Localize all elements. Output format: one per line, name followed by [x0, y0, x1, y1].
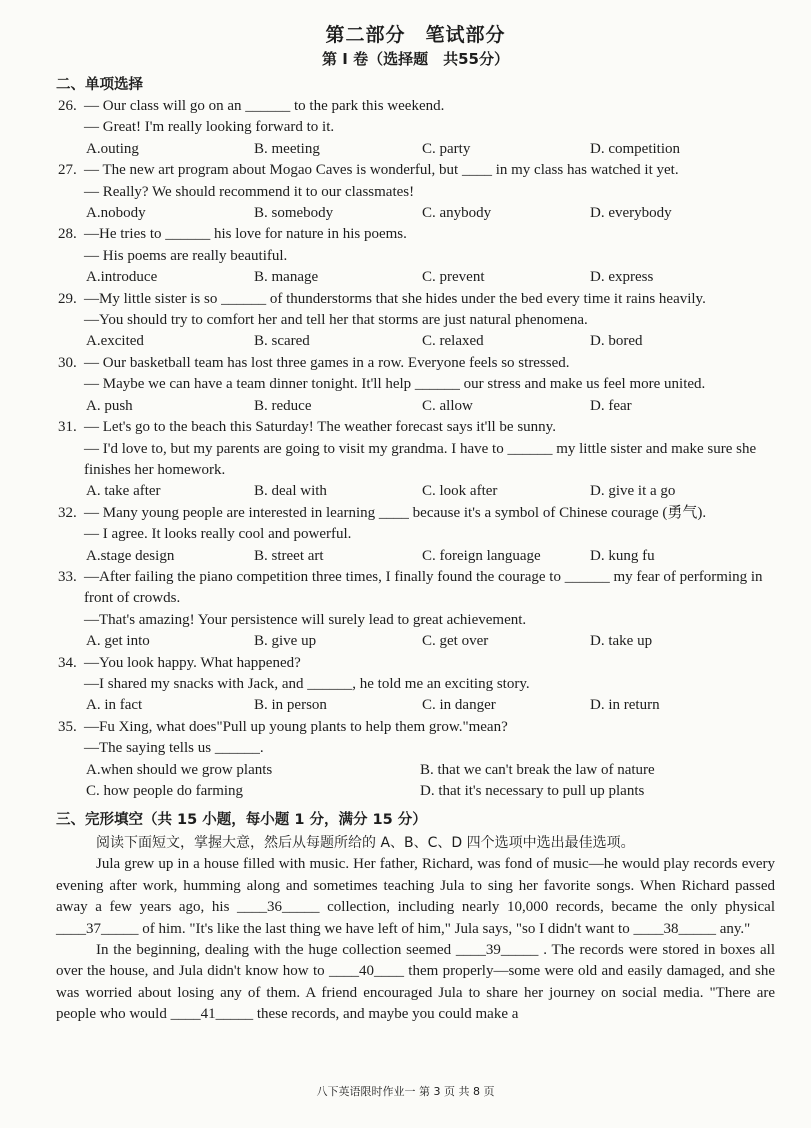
option-a[interactable]: A.when should we grow plants: [86, 761, 273, 778]
option-b[interactable]: B. in person: [254, 697, 327, 714]
question-dialogue-line: — Our class will go on an ______ to the park this weekend.: [84, 98, 445, 114]
option-d[interactable]: D. express: [590, 269, 654, 286]
option-group: [84, 631, 775, 652]
question-dialogue-line: — Many young people are interested in learning ____ because it's a symbol of Chinese courage (勇气).: [84, 504, 707, 521]
option-b[interactable]: B. deal with: [254, 483, 327, 500]
part-title: 第二部分 笔试部分: [325, 24, 506, 46]
option-a[interactable]: A. take after: [86, 483, 161, 500]
question-35: [56, 717, 775, 803]
option-c[interactable]: C. allow: [422, 397, 473, 414]
option-d[interactable]: D. in return: [590, 697, 660, 714]
question-26: [56, 96, 775, 160]
option-d[interactable]: D. competition: [590, 140, 680, 157]
question-dialogue-line: — I'd love to, but my parents are going to visit my grandma. I have to ______ my little sister and make sure she finishes her homework.: [84, 440, 757, 478]
option-b[interactable]: B. manage: [254, 269, 319, 286]
question-dialogue-line: —The saying tells us ______.: [84, 740, 264, 757]
section-cloze-title: 三、完形填空（共 15 小题，每小题 1 分，满分 15 分）: [56, 812, 427, 829]
option-a[interactable]: A.stage design: [86, 547, 175, 564]
question-dialogue-line: — Great! I'm really looking forward to it.: [84, 119, 335, 136]
question-dialogue-line: — Really? We should recommend it to our classmates!: [84, 183, 415, 200]
question-number: 26.: [58, 98, 77, 114]
cloze-paragraph-1: Jula grew up in a house filled with music. Her father, Richard, was fond of music—he would play records every evening after work, humming along and sometimes teaching Jula to sing her favorite songs. When Richard passed away a few years ago, his ____36_____ collection, including nearly 10,000 records, became the only physical ____37_____ of him. "It's like the last thing we have left of him," Jula says, "so I didn't want to ____38_____ any.": [56, 856, 775, 937]
question-number: 28.: [58, 226, 77, 243]
option-a[interactable]: A.outing: [86, 140, 139, 157]
question-27: [56, 160, 775, 224]
option-b[interactable]: B. somebody: [254, 205, 334, 222]
question-dialogue-line: —He tries to ______ his love for nature in his poems.: [84, 226, 407, 243]
option-c[interactable]: C. foreign language: [422, 547, 541, 564]
question-29: [56, 289, 775, 353]
option-group: [84, 760, 775, 803]
question-dialogue-line: —Fu Xing, what does"Pull up young plants to help them grow."mean?: [84, 718, 508, 735]
question-dialogue-line: — Let's go to the beach this Saturday! The weather forecast says it'll be sunny.: [84, 419, 556, 436]
option-a[interactable]: A.excited: [86, 333, 144, 350]
question-dialogue-line: —You should try to comfort her and tell her that storms are just natural phenomena.: [84, 312, 588, 329]
question-28: [56, 224, 775, 288]
option-d[interactable]: D. take up: [590, 633, 653, 650]
option-a[interactable]: A.introduce: [86, 269, 158, 286]
question-32: [56, 503, 775, 567]
section-single-choice-title: 二、单项选择: [56, 77, 143, 93]
question-number: 27.: [58, 162, 77, 179]
option-c[interactable]: C. get over: [422, 633, 489, 650]
option-b[interactable]: B. scared: [254, 333, 310, 350]
question-dialogue-line: — I agree. It looks really cool and powerful.: [84, 526, 352, 543]
question-list: [56, 96, 775, 802]
question-number: 33.: [58, 568, 77, 585]
question-number: 30.: [58, 354, 77, 371]
option-d[interactable]: D. bored: [590, 333, 643, 350]
option-b[interactable]: B. give up: [254, 633, 317, 650]
option-b[interactable]: B. that we can't break the law of nature: [420, 761, 655, 778]
question-dialogue-line: —You look happy. What happened?: [84, 654, 301, 671]
question-dialogue-line: —My little sister is so ______ of thunderstorms that she hides under the bed every time it rains heavily.: [84, 290, 706, 307]
option-group: [84, 331, 775, 352]
question-dialogue-line: — Maybe we can have a team dinner tonight. It'll help ______ our stress and make us feel more united.: [84, 376, 706, 393]
cloze-paragraph-2: In the beginning, dealing with the huge collection seemed ____39_____ . The records were stored in boxes all over the house, and Jula didn't know how to ____40____ them properly—some were old and easily damaged, and she was worried about losing any of them. A friend encouraged Jula to share her journey on social media. "There are people who would ____41_____ these records, and maybe you could make a: [56, 942, 775, 1023]
option-b[interactable]: B. reduce: [254, 397, 312, 414]
option-d[interactable]: D. fear: [590, 397, 632, 414]
option-c[interactable]: C. party: [422, 140, 471, 157]
option-group: [84, 695, 775, 716]
cloze-instruction: 阅读下面短文，掌握大意，然后从每题所给的 A、B、C、D 四个选项中选出最佳选项。: [96, 835, 635, 852]
option-d[interactable]: D. that it's necessary to pull up plants: [420, 783, 645, 799]
option-c[interactable]: C. relaxed: [422, 333, 484, 350]
option-a[interactable]: A. push: [86, 397, 133, 414]
option-c[interactable]: C. look after: [422, 483, 498, 500]
question-dialogue-line: —After failing the piano competition three times, I finally found the courage to ______ my fear of performing in front of crowds.: [84, 568, 763, 607]
option-c[interactable]: C. anybody: [422, 205, 492, 222]
question-dialogue-line: — His poems are really beautiful.: [84, 247, 288, 264]
option-a[interactable]: A. get into: [86, 633, 150, 650]
option-group: [84, 203, 775, 224]
option-c[interactable]: C. prevent: [422, 269, 485, 286]
question-number: 35.: [58, 718, 77, 735]
option-b[interactable]: B. meeting: [254, 140, 320, 157]
option-group: [84, 546, 775, 567]
option-d[interactable]: D. everybody: [590, 205, 672, 222]
question-number: 31.: [58, 419, 77, 436]
question-30: [56, 353, 775, 417]
volume-title: 第 I 卷（选择题 共55分）: [322, 50, 509, 68]
option-a[interactable]: A.nobody: [86, 205, 146, 222]
option-group: [84, 267, 775, 288]
option-d[interactable]: D. give it a go: [590, 483, 676, 500]
option-group: [84, 396, 775, 417]
question-dialogue-line: — The new art program about Mogao Caves is wonderful, but ____ in my class has watched it yet.: [84, 162, 679, 179]
question-number: 29.: [58, 290, 77, 307]
question-number: 34.: [58, 654, 77, 671]
option-a[interactable]: A. in fact: [86, 697, 143, 714]
option-c[interactable]: C. in danger: [422, 697, 496, 714]
question-dialogue-line: —That's amazing! Your persistence will surely lead to great achievement.: [84, 611, 527, 628]
option-group: [84, 139, 775, 160]
question-dialogue-line: — Our basketball team has lost three games in a row. Everyone feels so stressed.: [84, 354, 570, 371]
page-footer: 八下英语限时作业一 第 3 页 共 8 页: [316, 1084, 495, 1098]
option-group: [84, 481, 775, 502]
question-31: [56, 417, 775, 503]
option-c[interactable]: C. how people do farming: [86, 783, 244, 799]
option-d[interactable]: D. kung fu: [590, 547, 655, 564]
question-dialogue-line: —I shared my snacks with Jack, and ______, he told me an exciting story.: [84, 675, 530, 692]
question-34: [56, 653, 775, 717]
question-number: 32.: [58, 504, 77, 521]
question-33: [56, 567, 775, 653]
option-b[interactable]: B. street art: [254, 547, 324, 564]
